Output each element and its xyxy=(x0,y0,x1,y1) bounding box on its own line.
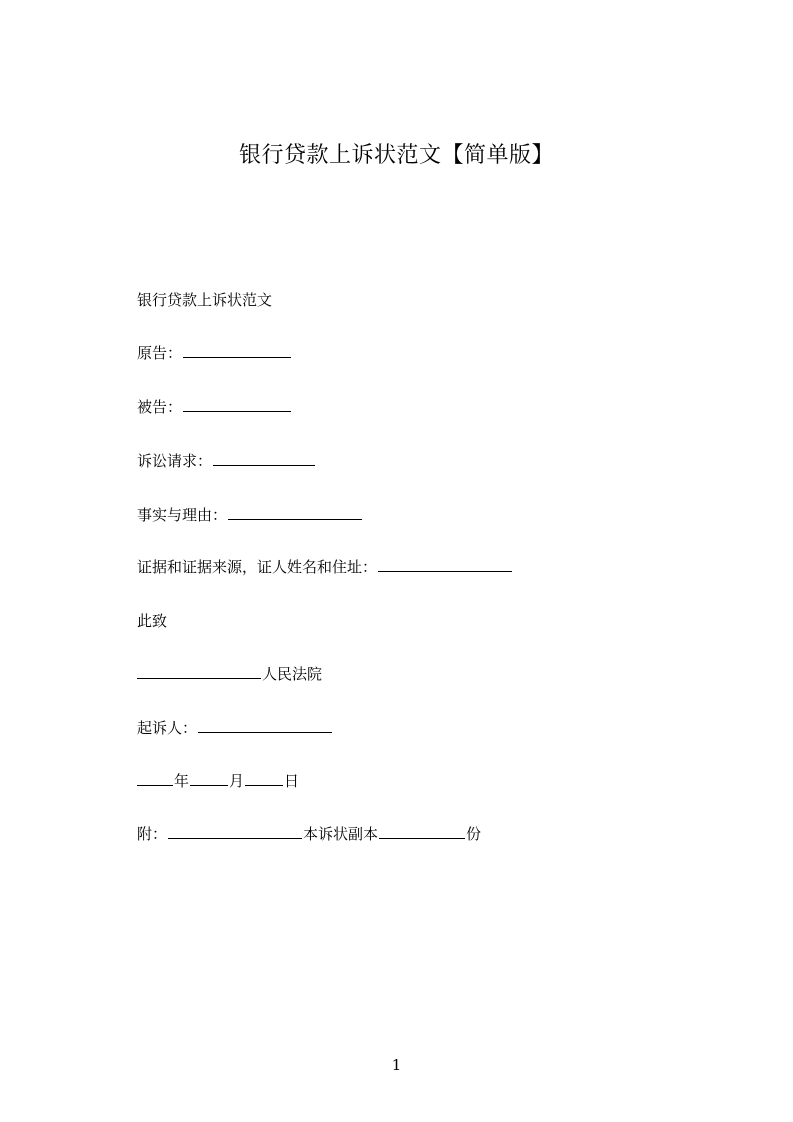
defendant-blank xyxy=(183,397,291,412)
facts-label: 事实与理由： xyxy=(137,506,228,524)
salutation: 此致 xyxy=(137,612,168,630)
date-line xyxy=(137,771,299,791)
attachment-blank xyxy=(168,824,302,839)
filer-label: 起诉人： xyxy=(137,719,198,737)
plaintiff-label: 原告： xyxy=(137,344,183,362)
day-label: 日 xyxy=(284,772,300,790)
defendant-line xyxy=(137,397,292,417)
facts-blank xyxy=(228,505,362,520)
court-line xyxy=(137,664,322,684)
day-blank xyxy=(245,771,283,786)
page-number: 1 xyxy=(391,1056,402,1074)
evidence-blank xyxy=(378,557,512,572)
attachment-label: 附： xyxy=(137,825,168,843)
document-heading: 银行贷款上诉状范文 xyxy=(137,291,273,309)
attachment-suffix: 份 xyxy=(466,825,482,843)
attachment-middle: 本诉状副本 xyxy=(303,825,379,843)
filer-blank xyxy=(198,718,332,733)
month-label: 月 xyxy=(229,772,245,790)
defendant-label: 被告： xyxy=(137,398,183,416)
evidence-line xyxy=(137,557,513,577)
year-blank xyxy=(137,771,173,786)
plaintiff-line xyxy=(137,343,292,363)
evidence-label: 证据和证据来源，证人姓名和住址： xyxy=(137,558,378,576)
facts-line xyxy=(137,505,363,525)
filer-line xyxy=(137,718,333,738)
plaintiff-blank xyxy=(183,343,291,358)
claims-label: 诉讼请求： xyxy=(137,452,213,470)
month-blank xyxy=(190,771,228,786)
attachment-line xyxy=(137,824,481,844)
copies-blank xyxy=(379,824,465,839)
year-label: 年 xyxy=(174,772,190,790)
document-title: 银行贷款上诉状范文【简单版】 xyxy=(238,143,554,168)
claims-line xyxy=(137,451,316,471)
court-blank xyxy=(137,664,261,679)
court-suffix: 人民法院 xyxy=(262,665,323,683)
claims-blank xyxy=(213,451,315,466)
